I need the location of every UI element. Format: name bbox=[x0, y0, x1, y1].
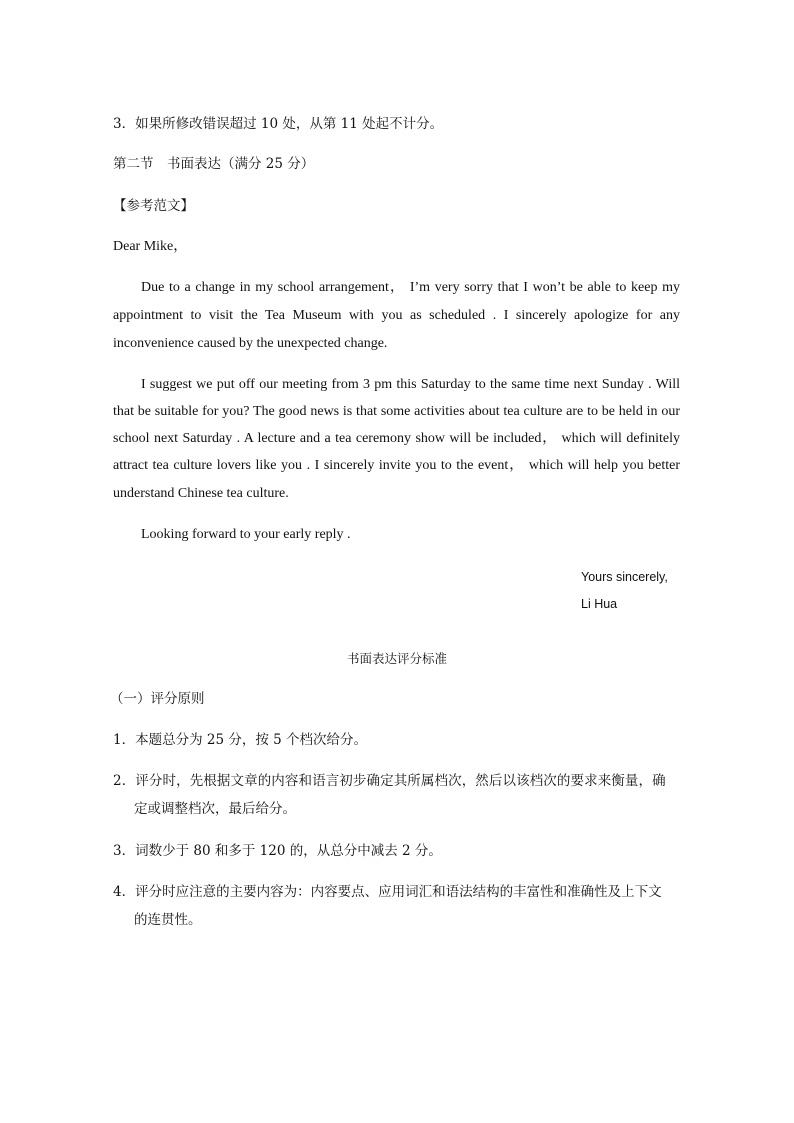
letter-p2-line-3: school next Saturday . A lecture and a tea ceremony show will be included， which will definitely bbox=[113, 431, 680, 446]
scoring-rule-2-line-2: 定或调整档次，最后给分。 bbox=[134, 801, 296, 817]
section-heading: 第二节 书面表达（满分 25 分） bbox=[113, 156, 315, 172]
scoring-rule-4-line-1: 4．评分时应注意的主要内容为：内容要点、应用词汇和语法结构的丰富性和准确性及上下文 bbox=[113, 884, 662, 900]
letter-closing-line: Looking forward to your early reply . bbox=[141, 527, 351, 542]
letter-p2-line-1: I suggest we put off our meeting from 3 pm this Saturday to the same time next Sunday . Will bbox=[141, 377, 680, 392]
letter-signature: Li Hua bbox=[581, 597, 618, 611]
scoring-rule-2-line-1: 2．评分时，先根据文章的内容和语言初步确定其所属档次，然后以该档次的要求来衡量，确 bbox=[113, 773, 666, 789]
letter-p1-line-3: inconvenience caused by the unexpected change. bbox=[113, 336, 388, 351]
letter-p1-line-1: Due to a change in my school arrangement， I’m very sorry that I won’t be able to keep my bbox=[141, 280, 680, 295]
scoring-rule-1: 1．本题总分为 25 分，按 5 个档次给分。 bbox=[113, 732, 368, 748]
scoring-principles-heading: （一）评分原则 bbox=[110, 691, 205, 707]
letter-p2-line-4: attract tea culture lovers like you . I sincerely invite you to the event， which will help you better bbox=[113, 458, 680, 473]
letter-p1-line-2: appointment to visit the Tea Museum with you as scheduled . I sincerely apologize for any bbox=[113, 308, 680, 323]
letter-p2-line-5: understand Chinese tea culture. bbox=[113, 486, 289, 501]
scoring-rule-4-line-2: 的连贯性。 bbox=[134, 912, 202, 928]
letter-p2-line-2: that be suitable for you? The good news is that some activities about tea culture are to be held in our bbox=[113, 404, 680, 419]
scoring-title: 书面表达评分标准 bbox=[346, 651, 447, 666]
model-essay-label: 【参考范文】 bbox=[113, 198, 194, 214]
instruction-item-3: 3．如果所修改错误超过 10 处，从第 11 处起不计分。 bbox=[113, 116, 444, 132]
letter-salutation: Dear Mike， bbox=[113, 239, 188, 254]
letter-sign-off: Yours sincerely, bbox=[581, 570, 668, 584]
scoring-rule-3: 3．词数少于 80 和多于 120 的，从总分中减去 2 分。 bbox=[113, 843, 442, 859]
